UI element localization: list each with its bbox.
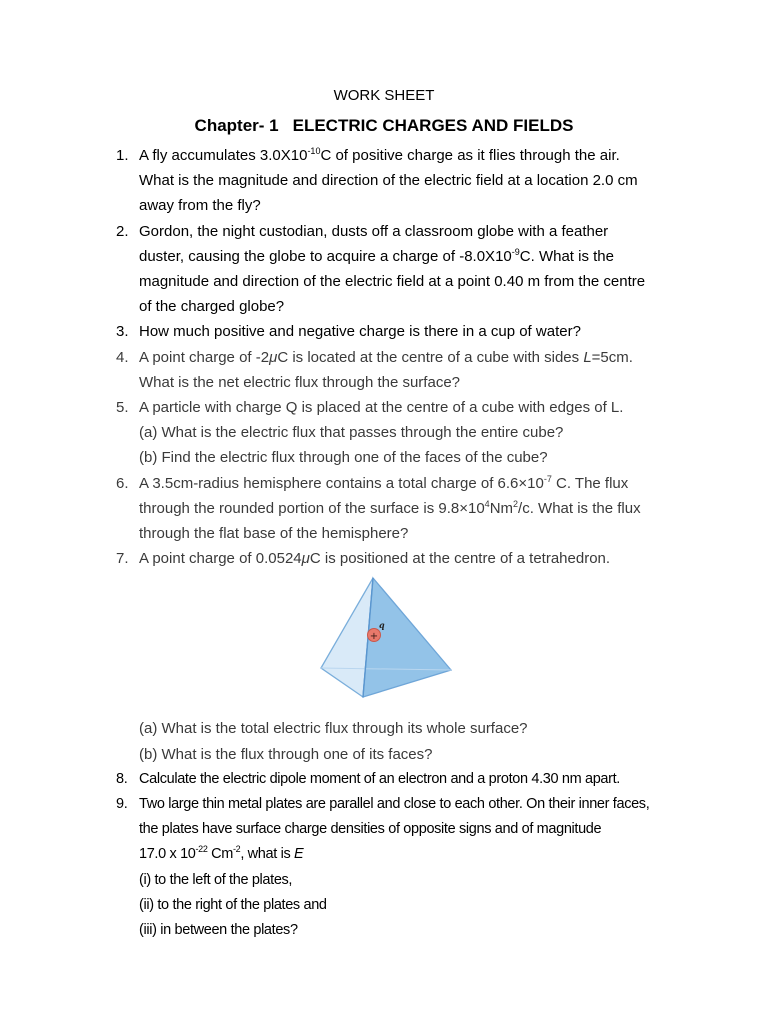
charge-plus-sign: + [369, 631, 379, 643]
question-line: (a) What is the electric flux that passes through the entire cube? [139, 424, 564, 442]
question-line: A fly accumulates $3.0X10^{-10}C$ of positive charge as it flies through the air. [139, 146, 620, 164]
question-number: 8. [116, 770, 128, 787]
question-number: 2. [116, 222, 129, 240]
question-line: Calculate the electric dipole moment of an electron and a proton 4.30 nm apart. [139, 770, 620, 787]
worksheet-title: WORK SHEET [333, 87, 435, 104]
question-line: of the charged globe? [139, 298, 285, 316]
question-line: (iii) in between the plates? [139, 922, 298, 939]
question-line: Gordon, the night custodian, dusts off a classroom globe with a feather [139, 222, 609, 240]
question-line: duster, causing the globe to acquire a charge of $-8.0X10^{-9}C$. What is the [139, 246, 614, 265]
question-3 [116, 319, 696, 344]
question-number: 7. [116, 550, 129, 568]
question-line: away from the fly? [139, 197, 261, 215]
question-line: the plates have surface charge densities of opposite signs and of magnitude [139, 821, 602, 838]
charge-label: q [379, 620, 385, 631]
question-line: through the flat base of the hemisphere? [139, 525, 409, 543]
question-line: A 3.5cm-radius hemisphere contains a total charge of $6.6\times 10^{-7}$ C. The flux [139, 473, 629, 492]
question-number: 3. [116, 323, 129, 341]
question-line: through the rounded portion of the surface is $9.8\times 10^4Nm^2/c$. What is the flux [139, 498, 641, 517]
question-list [116, 143, 696, 943]
question-8 [116, 767, 696, 792]
question-line: (a) What is the total electric flux through its whole surface? [139, 720, 528, 738]
question-line: (ii) to the right of the plates and [139, 896, 327, 913]
question-7 [116, 546, 696, 767]
question-4 [116, 345, 696, 395]
question-line: A particle with charge Q is placed at the centre of a cube with edges of L. [139, 399, 624, 417]
chapter-name: ELECTRIC CHARGES AND FIELDS [292, 116, 574, 135]
question-6 [116, 471, 696, 547]
question-line: 17.0 x $10^{-22}$ $Cm^{-2}$, what is E [139, 844, 304, 863]
question-line: How much positive and negative charge is there in a cup of water? [139, 323, 581, 341]
tetrahedron-diagram [296, 575, 456, 703]
question-line: magnitude and direction of the electric field at a point 0.40 m from the centre [139, 273, 646, 291]
chapter-heading [0, 116, 768, 136]
question-2 [116, 219, 696, 320]
question-line: (b) Find the electric flux through one of the faces of the cube? [139, 449, 548, 467]
question-number: 5. [116, 399, 129, 417]
chapter-number: Chapter- 1 [194, 116, 279, 135]
question-line: (i) to the left of the plates, [139, 871, 293, 888]
question-number: 1. [116, 147, 129, 164]
question-5 [116, 395, 696, 471]
question-number: 9. [116, 796, 128, 813]
question-line: (b) What is the flux through one of its faces? [139, 745, 433, 763]
question-line: A point charge of 0.0524μC is positioned at the centre of a tetrahedron. [139, 550, 611, 568]
question-line: What is the net electric flux through the surface? [139, 373, 460, 391]
question-number: 6. [116, 474, 129, 492]
tetrahedron-figure [139, 571, 696, 716]
question-number: 4. [116, 348, 129, 366]
question-line: Two large thin metal plates are parallel and close to each other. On their inner faces, [139, 796, 650, 813]
question-line: A point charge of -2μC is located at the centre of a cube with sides L=5cm. [139, 348, 633, 366]
question-1 [116, 143, 696, 219]
question-9 [116, 792, 696, 943]
question-line: What is the magnitude and direction of the electric field at a location 2.0 cm [139, 172, 638, 190]
